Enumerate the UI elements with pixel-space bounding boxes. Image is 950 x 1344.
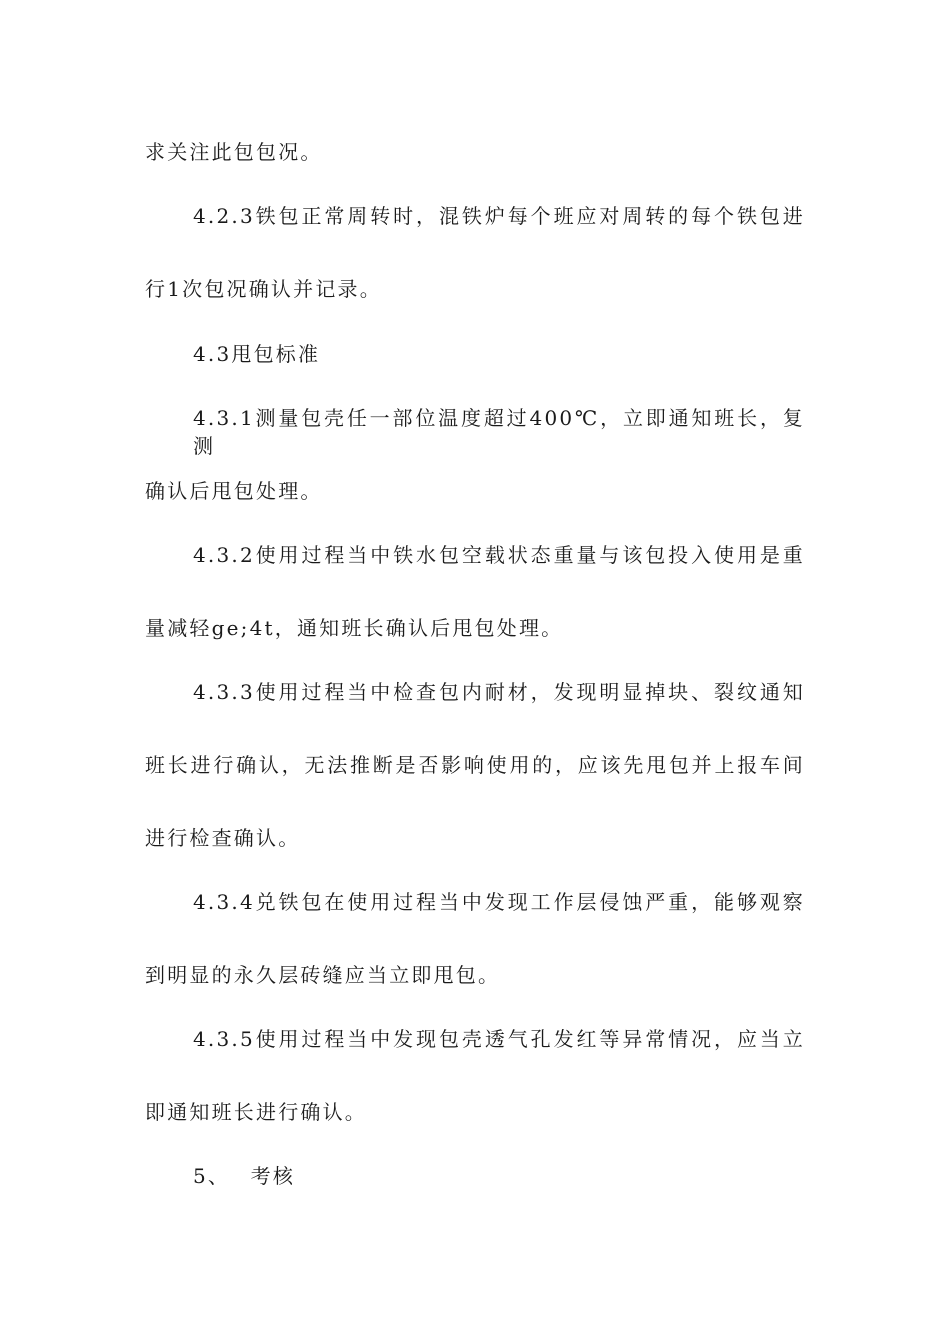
paragraph-line: 4.3.4兑铁包在使用过程当中发现工作层侵蚀严重，能够观察 [193, 890, 805, 914]
paragraph-line: 4.3.5使用过程当中发现包壳透气孔发红等异常情况，应当立 [193, 1027, 805, 1051]
paragraph-line: 4.3.2使用过程当中铁水包空载状态重量与该包投入使用是重 [193, 543, 805, 567]
paragraph-line: 量减轻ge;4t，通知班长确认后甩包处理。 [145, 616, 564, 640]
section-heading: 4.3甩包标准 [193, 342, 321, 366]
paragraph-line: 确认后甩包处理。 [145, 479, 323, 503]
paragraph-line: 4.2.3铁包正常周转时，混铁炉每个班应对周转的每个铁包进 [193, 204, 805, 228]
paragraph-line: 求关注此包包况。 [145, 140, 323, 164]
paragraph-line: 4.3.1测量包壳任一部位温度超过400℃，立即通知班长，复测 [193, 406, 805, 458]
paragraph-line: 即通知班长进行确认。 [145, 1100, 367, 1124]
paragraph-line: 到明显的永久层砖缝应当立即甩包。 [145, 963, 501, 987]
paragraph-line: 4.3.3使用过程当中检查包内耐材，发现明显掉块、裂纹通知 [193, 680, 805, 704]
paragraph-line: 进行检查确认。 [145, 826, 301, 850]
section-heading: 5、 考核 [193, 1164, 296, 1188]
paragraph-line: 班长进行确认，无法推断是否影响使用的，应该先甩包并上报车间 [145, 753, 805, 777]
paragraph-line: 行1次包况确认并记录。 [145, 277, 382, 301]
